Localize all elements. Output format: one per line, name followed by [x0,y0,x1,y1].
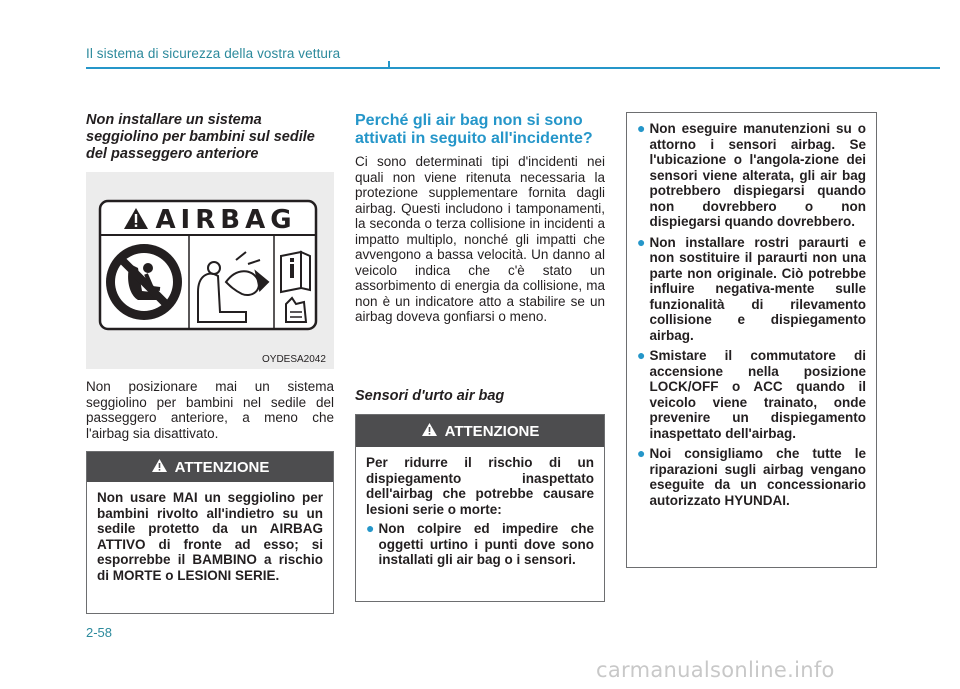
section-header-title: Il sistema di sicurezza della vostra vettura [86,46,341,61]
bullet-icon: ● [637,120,646,136]
no-child-seat-icon [106,244,182,320]
page-number: 2-58 [86,625,113,640]
warning-title: ATTENZIONE [174,458,270,476]
list-item-text: Non installare rostri paraurti e non sostituire il paraurti non una parte non originale. Ciò potrebbe influire negativa-mente sulle funzionalità di rilevamento collisione e dispiegamento airbag. [649,234,866,343]
list-item [637,235,866,344]
child-seat-paragraph: Non posizionare mai un sistema seggiolino per bambini nel sedile del passeggero anteriore, a meno che l'airbag sia disattivato. [86,379,334,441]
header-rule [86,67,940,69]
warning-box-continued [626,112,877,568]
list-item [637,446,866,508]
warning-triangle-icon [151,458,168,477]
figure-caption: OYDESA2042 [262,354,326,365]
list-item [637,121,866,230]
warning-box-sensors [355,414,605,602]
warning-intro: Per ridurre il rischio di un dispiegamento inaspettato dell'airbag che potrebbe causare lesioni serie o morte: [366,455,594,517]
sensors-subheading: Sensori d'urto air bag [355,388,505,404]
warning-bullet-list [627,113,876,516]
list-item [637,348,866,441]
list-item [366,521,594,568]
bullet-icon: ● [637,347,646,363]
watermark: carmanualsonline.info [596,658,835,682]
warning-triangle-icon [421,422,438,441]
list-item-text: Smistare il commutatore di accensione nella posizione LOCK/OFF o ACC quando il veicolo viene trainato, onde prevenire un dispiegamento inaspettato dell'airbag. [649,348,866,441]
list-item-text: Noi consigliamo che tutte le riparazioni sugli airbag vengano eseguite da un concessionario autorizzato HYUNDAI. [649,446,866,508]
warning-header [87,452,333,482]
warning-header [356,415,604,447]
warning-body [356,447,604,576]
list-item-text: Non eseguire manutenzioni su o attorno i sensori airbag. Se l'ubicazione o l'angola-zione dei sensori viene alterata, gli air bag potrebbero dispiegarsi quando non dovrebbero o non dispiegarsi quando dovrebbero. [649,121,866,229]
bullet-icon: ● [637,445,646,461]
airbag-label-text: AIRBAG [155,205,297,235]
airbag-not-deployed-paragraph: Ci sono determinati tipi d'incidenti nei quali non viene ritenuta necessaria la protezione supplementare fornita dagli airbag. Questi includono i tamponamenti, la seconda o terza collisione in incidenti a impatto multiplo, nonché gli impatti che avvengono a bassa velocità. Un danno al veicolo indica che c'è stato un assorbimento di energia da collisione, ma non è un indicatore atto a stabilire se un airbag doveva gonfiarsi o meno. [355,154,605,324]
airbag-warning-figure [86,172,334,369]
warning-box-child-seat [86,451,334,614]
list-item-text: Non colpire ed impedire che oggetti urtino i punti dove sono installati gli air bag o i sensori. [378,521,594,567]
airbag-label-illustration [86,172,334,369]
bullet-icon: ● [366,520,375,536]
warning-title: ATTENZIONE [444,422,540,440]
warning-text: Non usare MAI un seggiolino per bambini rivolto all'indietro su un sedile protetto da un AIRBAG ATTIVO di fronte ad esso; si esporrebbe il BAMBINO a rischio di MORTE o LESIONI SERIE. [97,490,323,583]
manual-book-icon [281,252,310,322]
bullet-icon: ● [637,233,646,250]
header-rule-tick [388,61,390,69]
child-seat-heading: Non installare un sistema seggiolino per bambini sul sedile del passeggero anteriore [86,112,315,162]
airbag-not-deployed-heading: Perché gli air bag non si sono attivati in seguito all'incidente? [355,112,593,147]
